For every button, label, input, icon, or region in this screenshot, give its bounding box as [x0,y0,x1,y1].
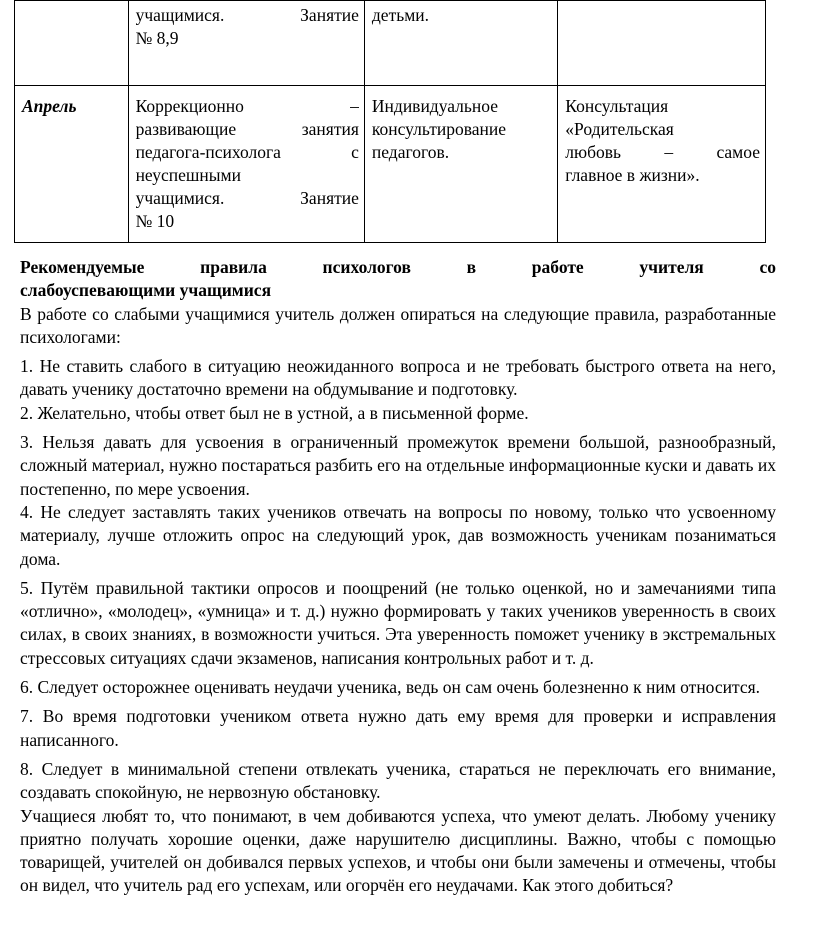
cell-line: № 8,9 [135,28,179,48]
rule-item: 8. Следует в минимальной степени отвлекать ученика, стараться не переключать его внимание, создавать спокойную, не нервозную обстановку. [20,758,776,803]
rule-item: 3. Нельзя давать для усвоения в ограниченный промежуток времени большой, разнообразный, сложный материал, нужно постараться разбить его на отдельные информационные куски и давать их постепенно, по мере усвоения. [20,432,776,499]
cell-line: главное в жизни». [565,165,700,185]
cell-line: педагогов. [371,142,450,162]
consult-cell: детьми. [364,1,557,86]
activity-cell [128,1,364,86]
consult-cell [364,86,557,243]
section-heading: Рекомендуемые правила психологов в работе учителя со [20,257,776,277]
schedule-table [14,0,766,243]
cell-line: Коррекционно – [135,96,359,116]
activity-cell [128,86,364,243]
cell-line: консультирование [371,119,507,139]
rule-item: 7. Во время подготовки учеником ответа нужно дать ему время для проверки и исправления написанного. [20,706,776,750]
rule-item: 6. Следует осторожнее оценивать неудачи ученика, ведь он сам очень болезненно к ним относится. [20,677,761,698]
cell-line: неуспешными [135,165,241,185]
rule-item: 5. Путём правильной тактики опросов и поощрений (не только оценкой, но и замечаниями типа «отлично», «молодец», «умница» и т. д.) нужно формировать у таких учеников уверенность в своих силах, в своих знаниях, в возможности учиться. Эта уверенность поможет ученику в экстремальных стрессовых ситуациях сдачи экзаменов, написания контрольных работ и т. д. [20,577,776,668]
rule-item: 1. Не ставить слабого в ситуацию неожиданного вопроса и не требовать быстрого ответа на него, давать ученику достаточно времени на обдумывание и подготовку. [20,356,776,400]
intro-paragraph: В работе со слабыми учащимися учитель должен опираться на следующие правила, разработанные психологами: [20,303,776,347]
closing-paragraph: Учащиеся любят то, что понимают, в чем добиваются успеха, что умеют делать. Любому ученику приятно получать хорошие оценки, даже нарушителю дисциплины. Важно, чтобы с помощью товарищей, учителей он добивался первых успехов, и чтобы они были замечены и отмечены, чтобы он видел, что учитель рад его успехам, или огорчён его неудачами. Как этого добиться? [20,805,776,896]
section-heading-cont: слабоуспевающими учащимися [20,280,272,301]
table-row [15,86,766,243]
rule-item: 4. Не следует заставлять таких учеников отвечать на вопросы по новому, только что усвоенному материалу, лучше отложить опрос на следующий урок, дав возможность ученикам позаниматься дома. [20,501,776,569]
cell-line: развивающие занятия [135,119,359,139]
cell-line: учащимися. Занятие [135,5,359,25]
month-cell: Апрель [15,86,129,243]
month-cell [15,1,129,86]
parent-cell [558,1,766,86]
cell-line: Консультация [565,96,669,116]
rule-item: 2. Желательно, чтобы ответ был не в устной, а в письменной форме. [20,402,529,423]
parent-cell [558,86,766,243]
cell-line: любовь – самое [565,142,760,162]
cell-line: № 10 [135,211,175,231]
cell-line: Индивидуальное [371,96,498,116]
document-body [20,256,776,898]
table-row [15,1,766,86]
cell-line: учащимися. Занятие [135,188,359,208]
cell-line: педагога-психолога с [135,142,359,162]
cell-line: «Родительская [565,119,674,139]
